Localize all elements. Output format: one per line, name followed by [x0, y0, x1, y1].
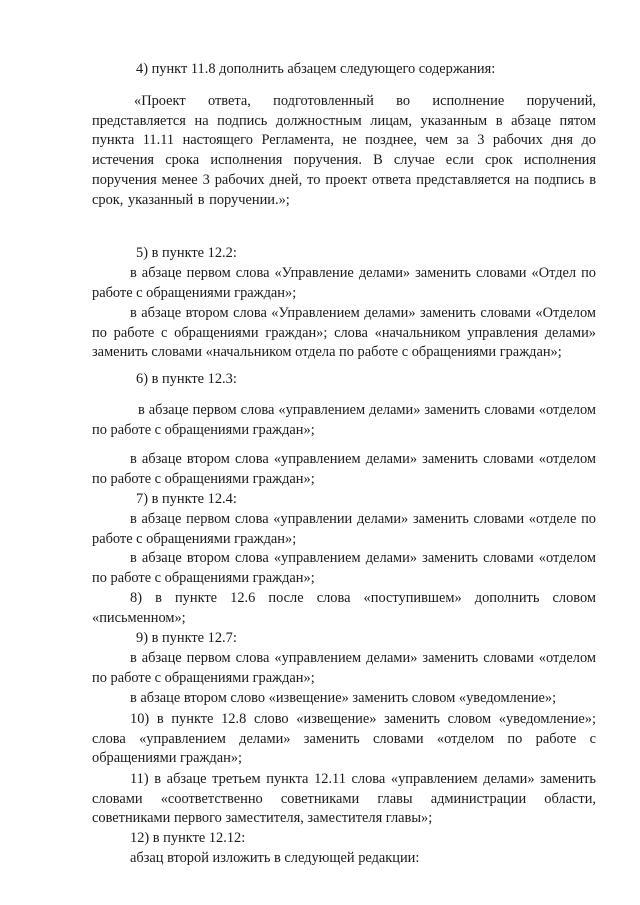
paragraph-item-6: 6) в пункте 12.3: — [136, 371, 237, 387]
paragraph-item-5: 5) в пункте 12.2: — [136, 245, 237, 261]
paragraph-item-11: 11) в абзаце третьем пункта 12.11 слова «управлением делами» заменить словами «соответственно советниками главы администрации области, советниками первого заместителя, заместителя главы»; — [92, 771, 596, 827]
paragraph-item-9: 9) в пункте 12.7: — [136, 630, 237, 646]
paragraph-12-2-second: в абзаце втором слова «Управлением делами» заменить словами «Отделом по работе с обращениями граждан»; слова «начальником управления делами» заменить словами «начальником отдела по работе с обращениями граждан»; — [92, 305, 596, 361]
paragraph-quote-11-8: «Проект ответа, подготовленный во исполнение поручений, представляется на подпись должностным лицам, указанным в абзаце пятом пункта 11.11 настоящего Регламента, не позднее, чем за 3 рабочих дня до истечения срока исполнения поручения. В случае если срок исполнения поручения менее 3 рабочих дней, то проект ответа представляется на подпись в срок, указанный в поручении.»; — [92, 93, 596, 208]
paragraph-12-7-first: в абзаце первом слова «управлением делами» заменить словами «отделом по работе с обращениями граждан»; — [92, 650, 596, 686]
paragraph-12-2-first: в абзаце первом слова «Управление делами» заменить словами «Отдел по работе с обращениями граждан»; — [92, 265, 596, 301]
paragraph-12-12-second: абзац второй изложить в следующей редакции: — [130, 850, 420, 866]
paragraph-12-3-second: в абзаце втором слова «управлением делами» заменить словами «отделом по работе с обращениями граждан»; — [92, 451, 596, 487]
paragraph-12-7-second: в абзаце втором слово «извещение» заменить словом «уведомление»; — [130, 690, 557, 706]
paragraph-item-8: 8) в пункте 12.6 после слова «поступившем» дополнить словом «письменном»; — [92, 590, 596, 626]
paragraph-item-7: 7) в пункте 12.4: — [136, 491, 237, 507]
paragraph-item-10: 10) в пункте 12.8 слово «извещение» заменить словом «уведомление»; слова «управлением делами» заменить словами «отделом по работе с обращениями граждан»; — [92, 711, 596, 767]
paragraph-item-12: 12) в пункте 12.12: — [130, 830, 246, 846]
paragraph-12-3-first: в абзаце первом слова «управлением делами» заменить словами «отделом по работе с обращениями граждан»; — [92, 402, 596, 438]
paragraph-12-4-first: в абзаце первом слова «управлении делами» заменить словами «отделе по работе с обращениями граждан»; — [92, 511, 596, 547]
paragraph-item-4: 4) пункт 11.8 дополнить абзацем следующего содержания: — [136, 61, 496, 77]
paragraph-12-4-second: в абзаце втором слова «управлением делами» заменить словами «отделом по работе с обращениями граждан»; — [92, 550, 596, 586]
